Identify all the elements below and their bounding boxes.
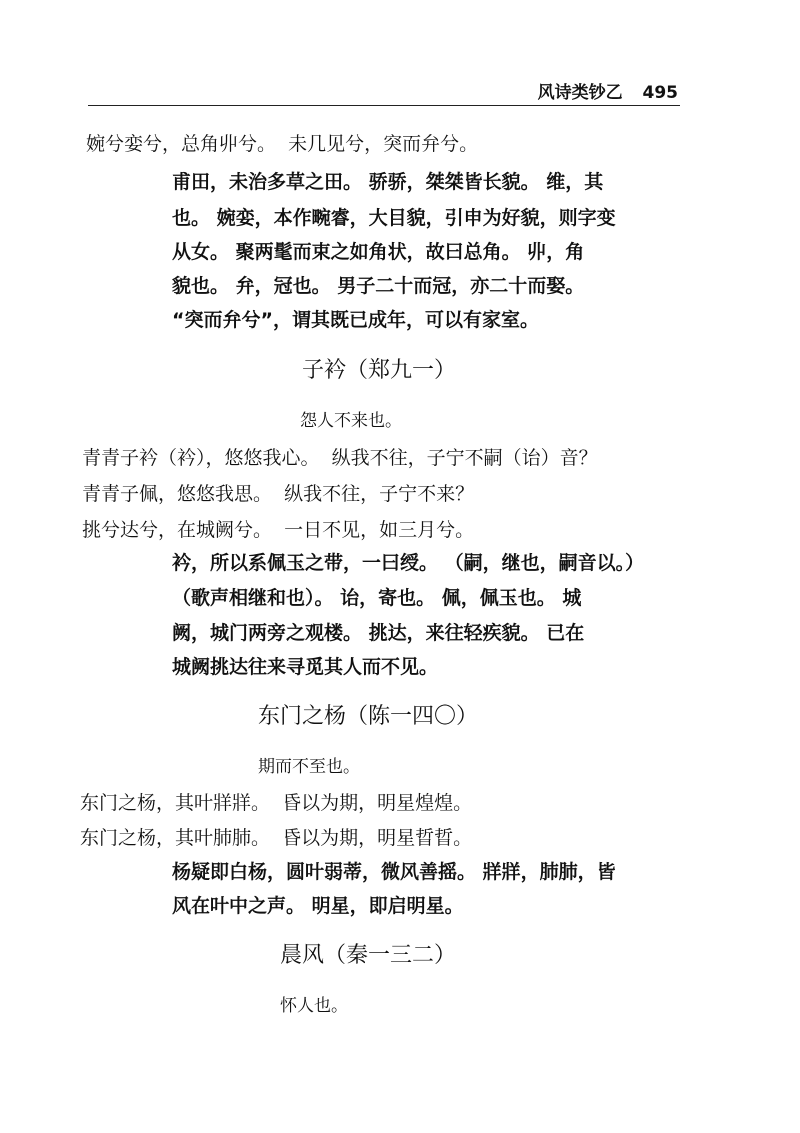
poem-title: 子衿（郑九一）: [302, 358, 457, 383]
poem-subtitle: 期而不至也。: [258, 757, 360, 777]
note-line: 甫田，未治多草之田。 骄骄，桀桀皆长貌。 维，其: [172, 171, 604, 193]
note-line: 阙，城门两旁之观楼。 挑达，来往轻疾貌。 已在: [172, 622, 585, 644]
running-header: [88, 78, 678, 104]
book-title: 风诗类钞乙: [537, 83, 623, 103]
verse-line: 东门之杨，其叶肺肺。 昏以为期，明星晢晢。: [80, 827, 473, 849]
poem-subtitle: 怀人也。: [280, 996, 348, 1016]
note-line: 风在叶中之声。 明星，即启明星。: [172, 895, 464, 917]
verse-line: 挑兮达兮，在城阙兮。 一日不见，如三月兮。: [82, 519, 475, 541]
poem-title: 晨风（秦一三二）: [280, 943, 457, 968]
note-line: “突而弁兮”，谓其既已成年，可以有家室。: [172, 309, 539, 331]
note-line: （歌声相继和也）。 诒，寄也。 佩，佩玉也。 城: [172, 587, 582, 609]
note-line: 衿，所以系佩玉之带，一曰绶。 （嗣，继也，嗣音以。）: [172, 552, 645, 574]
verse-line: 青青子衿（衿），悠悠我心。 纵我不往，子宁不嗣（诒）音？: [82, 447, 598, 469]
page-number: 495: [642, 83, 678, 103]
verse-line: 东门之杨，其叶牂牂。 昏以为期，明星煌煌。: [80, 792, 473, 814]
note-line: 从女。 聚两髦而束之如角状，故曰总角。 丱，角: [172, 241, 585, 263]
verse-line: 青青子佩，悠悠我思。 纵我不往，子宁不来？: [82, 483, 475, 505]
poem-title: 东门之杨（陈一四〇）: [258, 704, 479, 729]
verse-line: 婉兮娈兮，总角丱兮。 未几见兮，突而弁兮。: [86, 133, 479, 155]
note-line: 杨疑即白杨，圆叶弱蒂，微风善摇。 牂牂，肺肺，皆: [172, 861, 616, 883]
note-line: 貌也。 弁，冠也。 男子二十而冠，亦二十而娶。: [172, 275, 585, 297]
poem-subtitle: 怨人不来也。: [300, 411, 402, 431]
note-line: 也。 婉娈，本作畹睿，大目貌，引申为好貌，则字变: [172, 207, 616, 229]
header-rule: [88, 105, 680, 106]
note-line: 城阙挑达往来寻觅其人而不见。: [172, 656, 439, 678]
